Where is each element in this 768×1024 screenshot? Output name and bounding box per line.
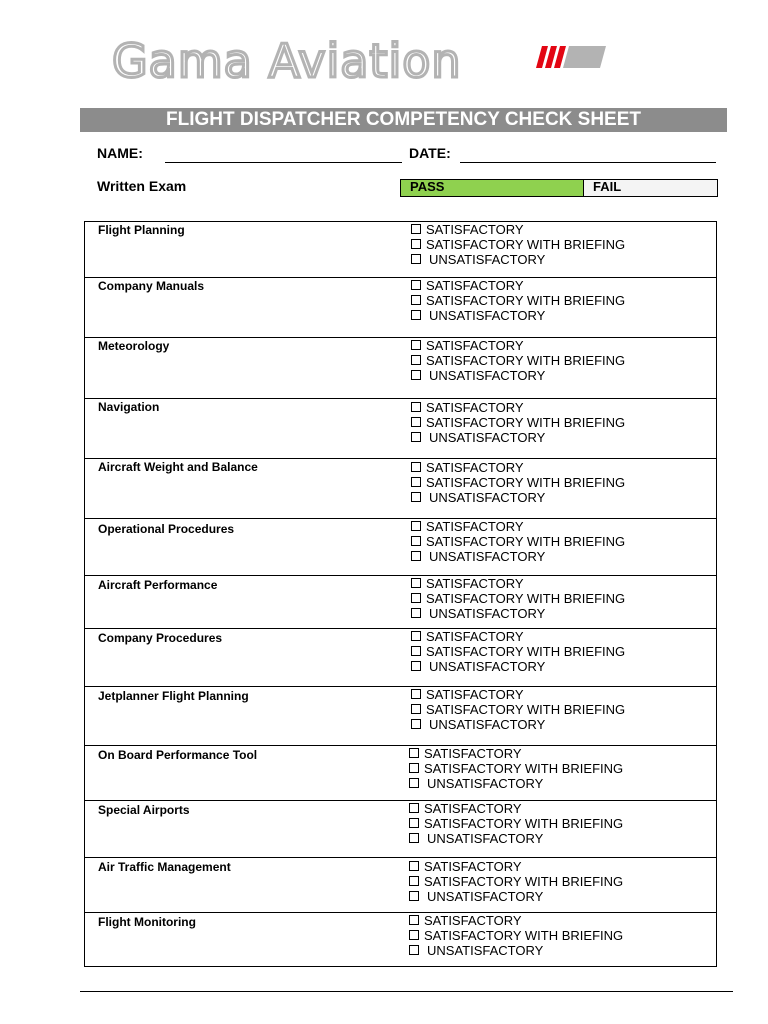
rating-option-label: SATISFACTORY WITH BRIEFING (426, 237, 626, 252)
rating-options (411, 629, 625, 674)
rating-option[interactable] (411, 576, 625, 591)
competency-title: Aircraft Weight and Balance (98, 460, 258, 474)
checkbox-icon[interactable] (411, 340, 421, 350)
rating-option[interactable] (409, 859, 623, 874)
competency-title: Air Traffic Management (98, 860, 231, 874)
checklist-row (85, 222, 716, 277)
sheet-title: FLIGHT DISPATCHER COMPETENCY CHECK SHEET (80, 108, 727, 132)
checkbox-icon[interactable] (411, 536, 421, 546)
checkbox-icon[interactable] (409, 833, 419, 843)
checklist-row (85, 686, 716, 746)
rating-option-label: SATISFACTORY WITH BRIEFING (424, 874, 624, 889)
competency-title: On Board Performance Tool (98, 748, 258, 762)
checkbox-icon[interactable] (409, 861, 419, 871)
rating-options (409, 859, 623, 904)
rating-option-label: SATISFACTORY (426, 519, 524, 534)
checkbox-icon[interactable] (411, 477, 421, 487)
checkbox-icon[interactable] (411, 224, 421, 234)
checklist-row (85, 745, 716, 801)
checklist-row (85, 800, 716, 858)
checkbox-icon[interactable] (411, 280, 421, 290)
checkbox-icon[interactable] (411, 462, 421, 472)
competency-title: Meteorology (98, 339, 170, 353)
competency-title: Company Procedures (98, 631, 223, 645)
rating-option-label: UNSATISFACTORY (429, 717, 546, 732)
rating-option-label: SATISFACTORY WITH BRIEFING (424, 816, 624, 831)
rating-option[interactable] (411, 353, 625, 368)
rating-option-label: SATISFACTORY (424, 859, 522, 874)
rating-option[interactable] (409, 913, 623, 928)
competency-title: Flight Monitoring (98, 915, 196, 929)
rating-option-label: SATISFACTORY (426, 222, 524, 237)
checkbox-icon[interactable] (411, 578, 421, 588)
rating-options (409, 801, 623, 846)
name-field[interactable] (165, 162, 402, 163)
rating-option[interactable] (411, 338, 625, 353)
rating-option-label: SATISFACTORY WITH BRIEFING (426, 644, 626, 659)
checklist-row (85, 857, 716, 913)
rating-option[interactable] (411, 278, 625, 293)
rating-option-label: SATISFACTORY (424, 913, 522, 928)
rating-option-label: UNSATISFACTORY (429, 430, 546, 445)
rating-option-label: SATISFACTORY (426, 400, 524, 415)
rating-option[interactable] (411, 400, 625, 415)
checklist-row (85, 628, 716, 687)
checkbox-icon[interactable] (411, 646, 421, 656)
rating-option[interactable] (411, 702, 625, 717)
rating-option[interactable] (411, 659, 625, 674)
rating-option[interactable] (411, 644, 625, 659)
rating-option-label: UNSATISFACTORY (429, 549, 546, 564)
checkbox-icon[interactable] (411, 295, 421, 305)
checkbox-icon[interactable] (411, 551, 421, 561)
rating-option[interactable] (411, 293, 625, 308)
rating-option[interactable] (411, 549, 625, 564)
checkbox-icon[interactable] (409, 803, 419, 813)
checkbox-icon[interactable] (409, 891, 419, 901)
checklist-row (85, 337, 716, 399)
checkbox-icon[interactable] (411, 432, 421, 442)
rating-option-label: UNSATISFACTORY (429, 368, 546, 383)
rating-option[interactable] (411, 717, 625, 732)
competency-title: Navigation (98, 400, 160, 414)
rating-option[interactable] (411, 415, 625, 430)
rating-option-label: SATISFACTORY (424, 746, 522, 761)
checkbox-icon[interactable] (409, 748, 419, 758)
logo-text: Gama Aviation (112, 34, 462, 88)
company-logo (112, 34, 612, 96)
rating-option-label: UNSATISFACTORY (427, 889, 544, 904)
rating-option[interactable] (409, 761, 623, 776)
competency-title: Special Airports (98, 803, 190, 817)
rating-option[interactable] (411, 475, 625, 490)
checkbox-icon[interactable] (411, 355, 421, 365)
checkbox-icon[interactable] (411, 689, 421, 699)
date-label: DATE: (409, 145, 451, 161)
rating-option-label: SATISFACTORY WITH BRIEFING (426, 293, 626, 308)
checkbox-icon[interactable] (411, 492, 421, 502)
rating-options (411, 460, 625, 505)
rating-option-label: SATISFACTORY WITH BRIEFING (424, 928, 624, 943)
rating-option-label: UNSATISFACTORY (427, 831, 544, 846)
rating-option[interactable] (411, 368, 625, 383)
rating-options (409, 913, 623, 958)
checkbox-icon[interactable] (411, 310, 421, 320)
checkbox-icon[interactable] (409, 945, 419, 955)
checkbox-icon[interactable] (411, 631, 421, 641)
rating-option[interactable] (411, 591, 625, 606)
rating-option[interactable] (409, 943, 623, 958)
checkbox-icon[interactable] (409, 778, 419, 788)
rating-option-label: SATISFACTORY (426, 687, 524, 702)
checkbox-icon[interactable] (411, 719, 421, 729)
competency-title: Aircraft Performance (98, 578, 218, 592)
rating-option-label: SATISFACTORY WITH BRIEFING (426, 353, 626, 368)
rating-option[interactable] (409, 746, 623, 761)
competency-title: Company Manuals (98, 279, 205, 293)
rating-option[interactable] (409, 816, 623, 831)
rating-options (411, 278, 625, 323)
rating-option[interactable] (411, 629, 625, 644)
checkbox-icon[interactable] (411, 370, 421, 380)
rating-options (411, 222, 625, 267)
rating-option-label: SATISFACTORY (426, 460, 524, 475)
rating-option[interactable] (409, 928, 623, 943)
rating-option-label: UNSATISFACTORY (427, 776, 544, 791)
rating-option-label: SATISFACTORY WITH BRIEFING (426, 534, 626, 549)
rating-option-label: UNSATISFACTORY (429, 252, 546, 267)
rating-option-label: SATISFACTORY (426, 338, 524, 353)
rating-option-label: SATISFACTORY (426, 629, 524, 644)
rating-option-label: SATISFACTORY WITH BRIEFING (426, 415, 626, 430)
rating-option[interactable] (411, 222, 625, 237)
rating-option[interactable] (411, 687, 625, 702)
rating-option[interactable] (409, 874, 623, 889)
checkbox-icon[interactable] (411, 417, 421, 427)
checkbox-icon[interactable] (411, 608, 421, 618)
rating-option[interactable] (409, 889, 623, 904)
date-field[interactable] (460, 162, 716, 163)
footer-divider (80, 991, 733, 992)
rating-option-label: SATISFACTORY WITH BRIEFING (426, 702, 626, 717)
checkbox-icon[interactable] (409, 876, 419, 886)
checkbox-icon[interactable] (409, 930, 419, 940)
rating-option[interactable] (411, 460, 625, 475)
rating-option-label: UNSATISFACTORY (427, 943, 544, 958)
rating-options (409, 746, 623, 791)
checklist-row (85, 398, 716, 459)
rating-option-label: SATISFACTORY (426, 576, 524, 591)
rating-option[interactable] (411, 490, 625, 505)
checkbox-icon[interactable] (411, 704, 421, 714)
rating-options (411, 576, 625, 621)
fail-label: FAIL (593, 179, 622, 194)
rating-options (411, 338, 625, 383)
rating-options (411, 687, 625, 732)
rating-options (411, 400, 625, 445)
rating-option[interactable] (409, 831, 623, 846)
rating-option[interactable] (411, 606, 625, 621)
fail-cell[interactable] (584, 180, 717, 196)
checkbox-icon[interactable] (411, 661, 421, 671)
rating-option-label: UNSATISFACTORY (429, 490, 546, 505)
pass-cell[interactable] (401, 180, 584, 196)
rating-option[interactable] (411, 308, 625, 323)
competency-title: Jetplanner Flight Planning (98, 689, 249, 703)
checklist-row (85, 277, 716, 338)
rating-option-label: SATISFACTORY WITH BRIEFING (424, 761, 624, 776)
checkbox-icon[interactable] (411, 593, 421, 603)
checklist-row (85, 518, 716, 576)
rating-option[interactable] (411, 519, 625, 534)
rating-option[interactable] (411, 237, 625, 252)
name-label: NAME: (97, 145, 143, 161)
rating-option[interactable] (411, 430, 625, 445)
rating-option-label: UNSATISFACTORY (429, 659, 546, 674)
rating-option-label: UNSATISFACTORY (429, 606, 546, 621)
written-exam-result (400, 179, 718, 197)
rating-option[interactable] (411, 534, 625, 549)
checkbox-icon[interactable] (411, 254, 421, 264)
checklist-row (85, 458, 716, 519)
checkbox-icon[interactable] (409, 915, 419, 925)
rating-option-label: SATISFACTORY (424, 801, 522, 816)
rating-option[interactable] (411, 252, 625, 267)
checkbox-icon[interactable] (409, 763, 419, 773)
rating-option-label: SATISFACTORY (426, 278, 524, 293)
competency-title: Flight Planning (98, 223, 185, 237)
rating-option[interactable] (409, 776, 623, 791)
pass-label: PASS (410, 179, 445, 194)
rating-option-label: UNSATISFACTORY (429, 308, 546, 323)
rating-option-label: SATISFACTORY WITH BRIEFING (426, 591, 626, 606)
rating-option-label: SATISFACTORY WITH BRIEFING (426, 475, 626, 490)
checkbox-icon[interactable] (411, 521, 421, 531)
rating-options (411, 519, 625, 564)
checklist-row (85, 575, 716, 629)
rating-option[interactable] (409, 801, 623, 816)
checkbox-icon[interactable] (409, 818, 419, 828)
written-exam-label: Written Exam (97, 178, 187, 194)
checkbox-icon[interactable] (411, 239, 421, 249)
competency-title: Operational Procedures (98, 522, 235, 536)
checklist-row (85, 912, 716, 968)
checkbox-icon[interactable] (411, 402, 421, 412)
competency-checklist (84, 221, 717, 967)
logo-stripes-icon (536, 46, 606, 68)
